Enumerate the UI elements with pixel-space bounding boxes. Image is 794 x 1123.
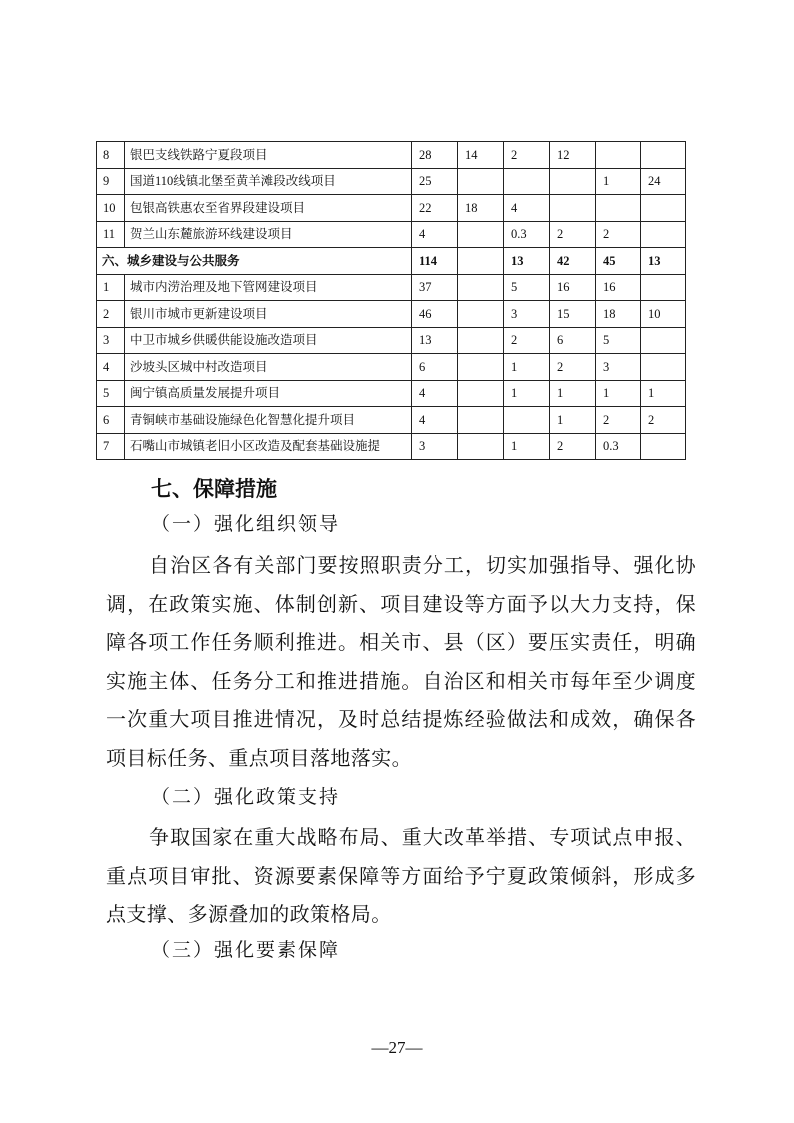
- table-row: [97, 433, 686, 460]
- value-cell-v6: 2: [641, 407, 686, 434]
- row-number-cell: 4: [97, 354, 125, 381]
- value-cell-v6: [641, 195, 686, 222]
- section-title: 七、保障措施: [151, 477, 277, 501]
- value-cell-v3: 13: [504, 248, 550, 275]
- row-number-cell: 8: [97, 142, 125, 169]
- value-cell-v5: 45: [596, 248, 641, 275]
- value-cell-v6: 24: [641, 168, 686, 195]
- value-cell-v4: 15: [550, 301, 596, 328]
- value-cell-v5: 3: [596, 354, 641, 381]
- value-cell-v2: [458, 407, 504, 434]
- value-cell-v4: 6: [550, 327, 596, 354]
- value-cell-v4: 2: [550, 221, 596, 248]
- project-name-cell: 银川市城市更新建设项目: [125, 301, 412, 328]
- value-cell-v6: [641, 221, 686, 248]
- value-cell-v1: 25: [412, 168, 458, 195]
- page-number: —27—: [371, 1038, 423, 1057]
- row-number-cell: 1: [97, 274, 125, 301]
- value-cell-v1: 4: [412, 380, 458, 407]
- value-cell-v6: 13: [641, 248, 686, 275]
- project-name-cell: 城市内涝治理及地下管网建设项目: [125, 274, 412, 301]
- table-row: [97, 380, 686, 407]
- row-number-cell: 2: [97, 301, 125, 328]
- value-cell-v5: [596, 195, 641, 222]
- value-cell-v4: 16: [550, 274, 596, 301]
- value-cell-v1: 37: [412, 274, 458, 301]
- value-cell-v2: [458, 248, 504, 275]
- value-cell-v3: 2: [504, 142, 550, 169]
- project-name-cell: 沙坡头区城中村改造项目: [125, 354, 412, 381]
- value-cell-v6: 10: [641, 301, 686, 328]
- value-cell-v1: 46: [412, 301, 458, 328]
- value-cell-v6: [641, 142, 686, 169]
- project-name-cell: 青铜峡市基础设施绿色化智慧化提升项目: [125, 407, 412, 434]
- table-row: [97, 221, 686, 248]
- row-number-cell: 9: [97, 168, 125, 195]
- value-cell-v4: 12: [550, 142, 596, 169]
- subsection-title-3: （三）强化要素保障: [151, 939, 341, 961]
- value-cell-v4: [550, 168, 596, 195]
- value-cell-v2: [458, 380, 504, 407]
- row-number-cell: 10: [97, 195, 125, 222]
- row-number-cell: 5: [97, 380, 125, 407]
- value-cell-v6: [641, 433, 686, 460]
- value-cell-v5: 16: [596, 274, 641, 301]
- section-name-cell: 六、城乡建设与公共服务: [97, 248, 412, 275]
- project-name-cell: 银巴支线铁路宁夏段项目: [125, 142, 412, 169]
- row-number-cell: 7: [97, 433, 125, 460]
- value-cell-v2: [458, 354, 504, 381]
- value-cell-v3: 1: [504, 433, 550, 460]
- value-cell-v2: 14: [458, 142, 504, 169]
- value-cell-v5: [596, 142, 641, 169]
- value-cell-v5: 0.3: [596, 433, 641, 460]
- value-cell-v4: 2: [550, 354, 596, 381]
- value-cell-v3: 0.3: [504, 221, 550, 248]
- value-cell-v2: [458, 327, 504, 354]
- table-row: [97, 301, 686, 328]
- project-table: [96, 141, 686, 460]
- project-table-body: [97, 142, 686, 460]
- value-cell-v3: 4: [504, 195, 550, 222]
- value-cell-v3: [504, 168, 550, 195]
- row-number-cell: 11: [97, 221, 125, 248]
- table-row: [97, 354, 686, 381]
- value-cell-v6: [641, 274, 686, 301]
- value-cell-v6: [641, 327, 686, 354]
- value-cell-v5: 18: [596, 301, 641, 328]
- project-name-cell: 包银高铁惠农至省界段建设项目: [125, 195, 412, 222]
- table-section-row: [97, 248, 686, 275]
- value-cell-v2: [458, 221, 504, 248]
- table-row: [97, 142, 686, 169]
- value-cell-v4: 1: [550, 380, 596, 407]
- row-number-cell: 3: [97, 327, 125, 354]
- table-row: [97, 195, 686, 222]
- value-cell-v5: 1: [596, 380, 641, 407]
- value-cell-v2: [458, 274, 504, 301]
- value-cell-v6: [641, 354, 686, 381]
- value-cell-v6: 1: [641, 380, 686, 407]
- value-cell-v4: 2: [550, 433, 596, 460]
- value-cell-v2: 18: [458, 195, 504, 222]
- value-cell-v5: 2: [596, 407, 641, 434]
- value-cell-v3: 3: [504, 301, 550, 328]
- paragraph-2: 争取国家在重大战略布局、重大改革举措、专项试点申报、重点项目审批、资源要素保障等方面给予宁夏政策倾斜，形成多点支撑、多源叠加的政策格局。: [106, 825, 696, 926]
- project-name-cell: 贺兰山东麓旅游环线建设项目: [125, 221, 412, 248]
- value-cell-v3: 2: [504, 327, 550, 354]
- value-cell-v5: 1: [596, 168, 641, 195]
- value-cell-v4: 42: [550, 248, 596, 275]
- value-cell-v1: 3: [412, 433, 458, 460]
- value-cell-v3: 5: [504, 274, 550, 301]
- table-row: [97, 274, 686, 301]
- value-cell-v1: 4: [412, 407, 458, 434]
- value-cell-v1: 6: [412, 354, 458, 381]
- value-cell-v1: 28: [412, 142, 458, 169]
- project-name-cell: 石嘴山市城镇老旧小区改造及配套基础设施提: [125, 433, 412, 460]
- value-cell-v2: [458, 168, 504, 195]
- subsection-title-2: （二）强化政策支持: [151, 786, 341, 808]
- value-cell-v3: 1: [504, 380, 550, 407]
- value-cell-v3: [504, 407, 550, 434]
- value-cell-v2: [458, 433, 504, 460]
- value-cell-v4: [550, 195, 596, 222]
- value-cell-v1: 13: [412, 327, 458, 354]
- project-name-cell: 闽宁镇高质量发展提升项目: [125, 380, 412, 407]
- value-cell-v5: 2: [596, 221, 641, 248]
- value-cell-v1: 22: [412, 195, 458, 222]
- row-number-cell: 6: [97, 407, 125, 434]
- value-cell-v1: 4: [412, 221, 458, 248]
- value-cell-v1: 114: [412, 248, 458, 275]
- table-row: [97, 327, 686, 354]
- project-name-cell: 中卫市城乡供暖供能设施改造项目: [125, 327, 412, 354]
- project-name-cell: 国道110线镇北堡至黄羊滩段改线项目: [125, 168, 412, 195]
- value-cell-v4: 1: [550, 407, 596, 434]
- value-cell-v3: 1: [504, 354, 550, 381]
- value-cell-v2: [458, 301, 504, 328]
- paragraph-1: 自治区各有关部门要按照职责分工，切实加强指导、强化协调，在政策实施、体制创新、项目建设等方面予以大力支持，保障各项工作任务顺利推进。相关市、县（区）要压实责任，明确实施主体、任务分工和推进措施。自治区和相关市每年至少调度一次重大项目推进情况，及时总结提炼经验做法和成效，确保各项目标任务、重点项目落地落实。: [106, 553, 696, 770]
- value-cell-v5: 5: [596, 327, 641, 354]
- table-row: [97, 168, 686, 195]
- subsection-title-1: （一）强化组织领导: [151, 513, 341, 535]
- table-row: [97, 407, 686, 434]
